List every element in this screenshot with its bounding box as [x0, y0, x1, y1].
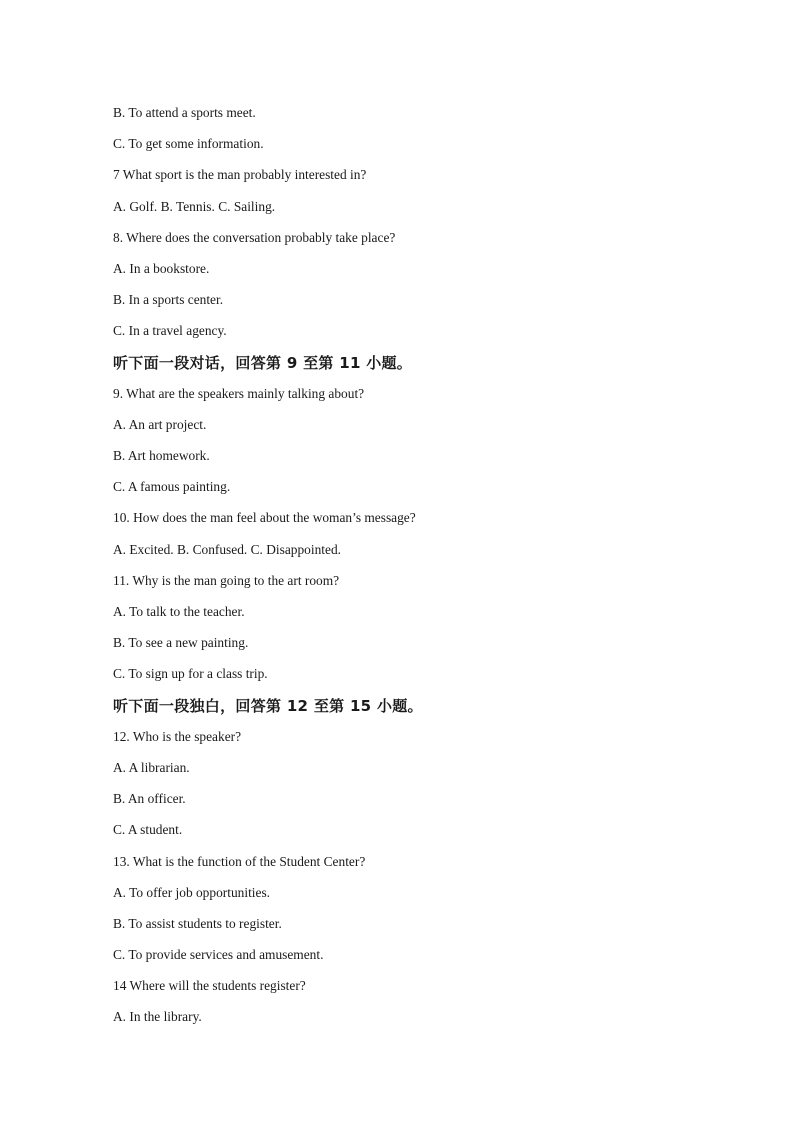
question-12: 12. Who is the speaker?: [113, 728, 242, 744]
option-13a: A. To offer job opportunities.: [113, 884, 271, 900]
option-9b: B. Art homework.: [113, 448, 210, 464]
question-14: 14 Where will the students register?: [113, 978, 306, 994]
option-8b: B. In a sports center.: [113, 292, 224, 308]
option-6b: B. To attend a sports meet.: [113, 105, 256, 120]
question-10: 10. How does the man feel about the woman’s message?: [113, 510, 416, 526]
question-8: 8. Where does the conversation probably take place?: [113, 229, 396, 245]
section-heading-9-11: 听下面一段对话，回答第 9 至第 11 小题。: [113, 353, 413, 372]
option-11b: B. To see a new painting.: [113, 635, 249, 651]
option-13b: B. To assist students to register.: [113, 915, 282, 931]
option-12b: B. An officer.: [113, 791, 186, 807]
option-6c: C. To get some information.: [113, 136, 264, 152]
option-8c: C. In a travel agency.: [113, 323, 227, 339]
options-7: A. Golf. B. Tennis. C. Sailing.: [113, 198, 276, 214]
option-9c: C. A famous painting.: [113, 479, 231, 495]
option-12c: C. A student.: [113, 822, 183, 838]
options-10: A. Excited. B. Confused. C. Disappointed.: [113, 541, 341, 557]
question-7: 7 What sport is the man probably interested in?: [113, 167, 367, 183]
option-11c: C. To sign up for a class trip.: [113, 666, 268, 682]
option-14a: A. In the library.: [113, 1009, 202, 1025]
option-8a: A. In a bookstore.: [113, 260, 210, 276]
option-11a: A. To talk to the teacher.: [113, 604, 245, 619]
option-12a: A. A librarian.: [113, 759, 190, 775]
question-11: 11. Why is the man going to the art room?: [113, 572, 340, 588]
document-page: [113, 100, 713, 1036]
question-13: 13. What is the function of the Student Center?: [113, 853, 366, 869]
section-heading-12-15: 听下面一段独白，回答第 12 至第 15 小题。: [113, 696, 423, 715]
question-9: 9. What are the speakers mainly talking about?: [113, 385, 365, 401]
option-13c: C. To provide services and amusement.: [113, 947, 324, 963]
option-9a: A. An art project.: [113, 416, 207, 432]
